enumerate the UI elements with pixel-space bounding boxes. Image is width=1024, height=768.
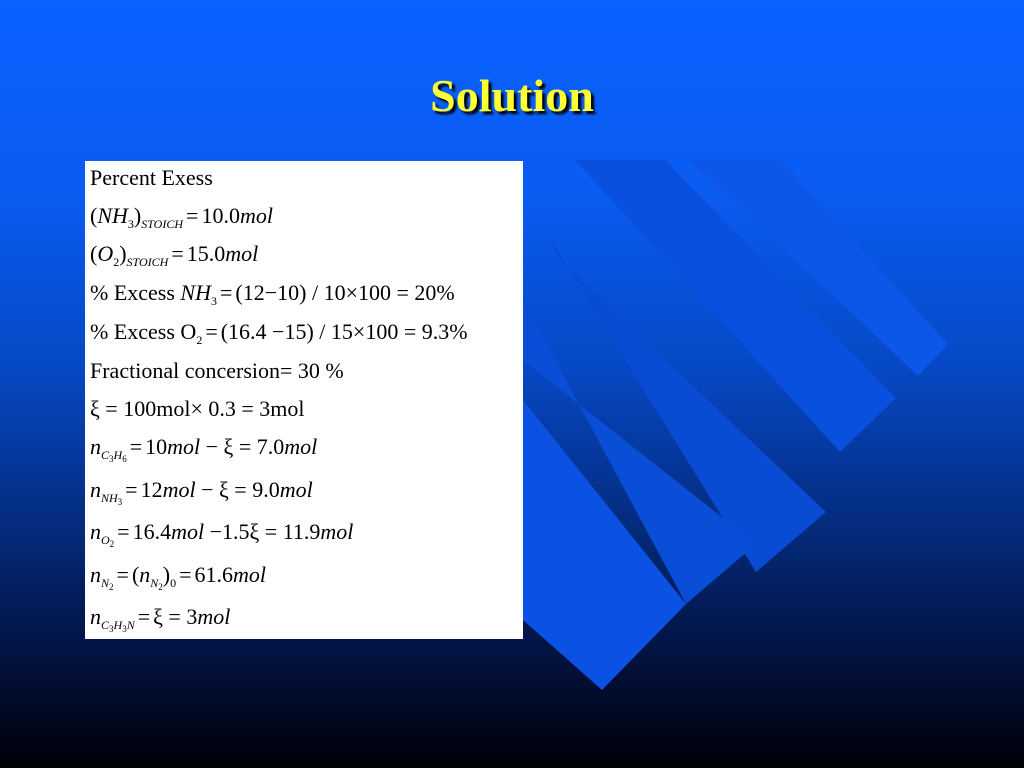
unit: mol: [284, 434, 318, 459]
symbol: NH: [180, 280, 211, 305]
subscript: STOICH: [141, 217, 184, 231]
subscript: 3: [117, 497, 123, 507]
label: % Excess: [90, 280, 175, 305]
formula-line-n-o2: $n_{O_2} = 16.4mol -1.5\xi = 11.9mol$: [90, 519, 354, 549]
formula-panel: [85, 161, 523, 639]
value: 61.6: [194, 562, 234, 587]
subscript: N: [126, 618, 135, 632]
slide-title: Solution: [430, 70, 594, 121]
value: 12: [140, 477, 163, 502]
value: 10: [145, 434, 168, 459]
subscript: C: [101, 618, 110, 632]
subscript: 3: [122, 624, 127, 634]
statement: Fractional concersion= 30 %: [90, 358, 344, 383]
subscript: 3: [109, 624, 114, 634]
formula-line-fractional-conversion: [90, 358, 344, 384]
value: 16.4: [132, 519, 172, 544]
subscript: 3: [109, 454, 114, 464]
symbol: n: [90, 562, 101, 587]
subscript: 2: [158, 582, 163, 592]
unit: mol: [233, 562, 267, 587]
formula-line-excess-o2: % Excess $O_2 = (16.4 -15) / 15\times 100 = 9.3\%$: [90, 319, 468, 347]
formula-line-o2-stoich: $(O_2)_{STOICH} = 15.0mol$: [90, 241, 259, 269]
expression: (16.4 −15) / 15×100 = 9.3%: [220, 319, 468, 344]
subscript: 2: [109, 539, 115, 549]
subscript: 2: [113, 255, 120, 269]
heading-text: Percent Exess: [90, 165, 213, 190]
subscript: 2: [109, 582, 114, 592]
subscript: O: [101, 533, 110, 547]
expression: −1.5ξ = 11.9: [204, 519, 321, 544]
unit: mol: [225, 241, 259, 266]
formula-line-n-n2: $n_{N_2} = (n_{N_2})_0 = 61.6mol$: [90, 562, 267, 592]
formula-line-n-c3h3n: $n_{C_3H_3N} = \xi = 3mol$: [90, 604, 231, 634]
unit: mol: [239, 203, 273, 228]
formula-heading: [90, 165, 213, 191]
expression: ξ = 100mol× 0.3 = 3mol: [90, 396, 305, 421]
subscript: 6: [122, 454, 127, 464]
subscript: NH: [101, 491, 118, 505]
expression: ξ = 3: [153, 604, 198, 629]
formula-line-excess-nh3: % Excess $NH_3 = (12-10) / 10\times 100 = 20\%$: [90, 280, 455, 308]
unit: mol: [197, 604, 231, 629]
expression: − ξ = 7.0: [200, 434, 285, 459]
expression: − ξ = 9.0: [195, 477, 280, 502]
symbol: n: [139, 562, 151, 587]
unit: mol: [162, 477, 196, 502]
label: % Excess O: [90, 319, 197, 344]
unit: mol: [320, 519, 354, 544]
symbol: n: [90, 519, 101, 544]
unit: mol: [279, 477, 313, 502]
subscript: 3: [127, 217, 134, 231]
symbol: NH: [97, 203, 128, 228]
formula-line-n-c3h6: $n_{C_3H_6} = 10mol - \xi = 7.0mol$: [90, 434, 318, 464]
subscript: H: [113, 448, 123, 462]
symbol: n: [90, 434, 101, 459]
expression: (12−10) / 10×100 = 20%: [235, 280, 455, 305]
symbol: O: [97, 241, 114, 266]
symbol: n: [90, 604, 101, 629]
symbol: n: [90, 477, 101, 502]
subscript: 0: [170, 576, 177, 590]
formula-line-extent: [90, 396, 304, 422]
value: 15.0: [186, 241, 226, 266]
subscript: N: [150, 576, 159, 590]
formula-line-n-nh3: $n_{NH_3} = 12mol - \xi = 9.0mol$: [90, 477, 313, 507]
subscript: N: [101, 576, 110, 590]
subscript: STOICH: [126, 255, 169, 269]
unit: mol: [171, 519, 205, 544]
subscript: H: [113, 618, 123, 632]
value: 10.0: [201, 203, 240, 228]
unit: mol: [167, 434, 201, 459]
subscript: 3: [210, 294, 217, 308]
formula-line-nh3-stoich: $(NH_3)_{STOICH} = 10.0mol$: [90, 203, 273, 231]
subscript: C: [101, 448, 110, 462]
subscript: 2: [196, 333, 203, 347]
